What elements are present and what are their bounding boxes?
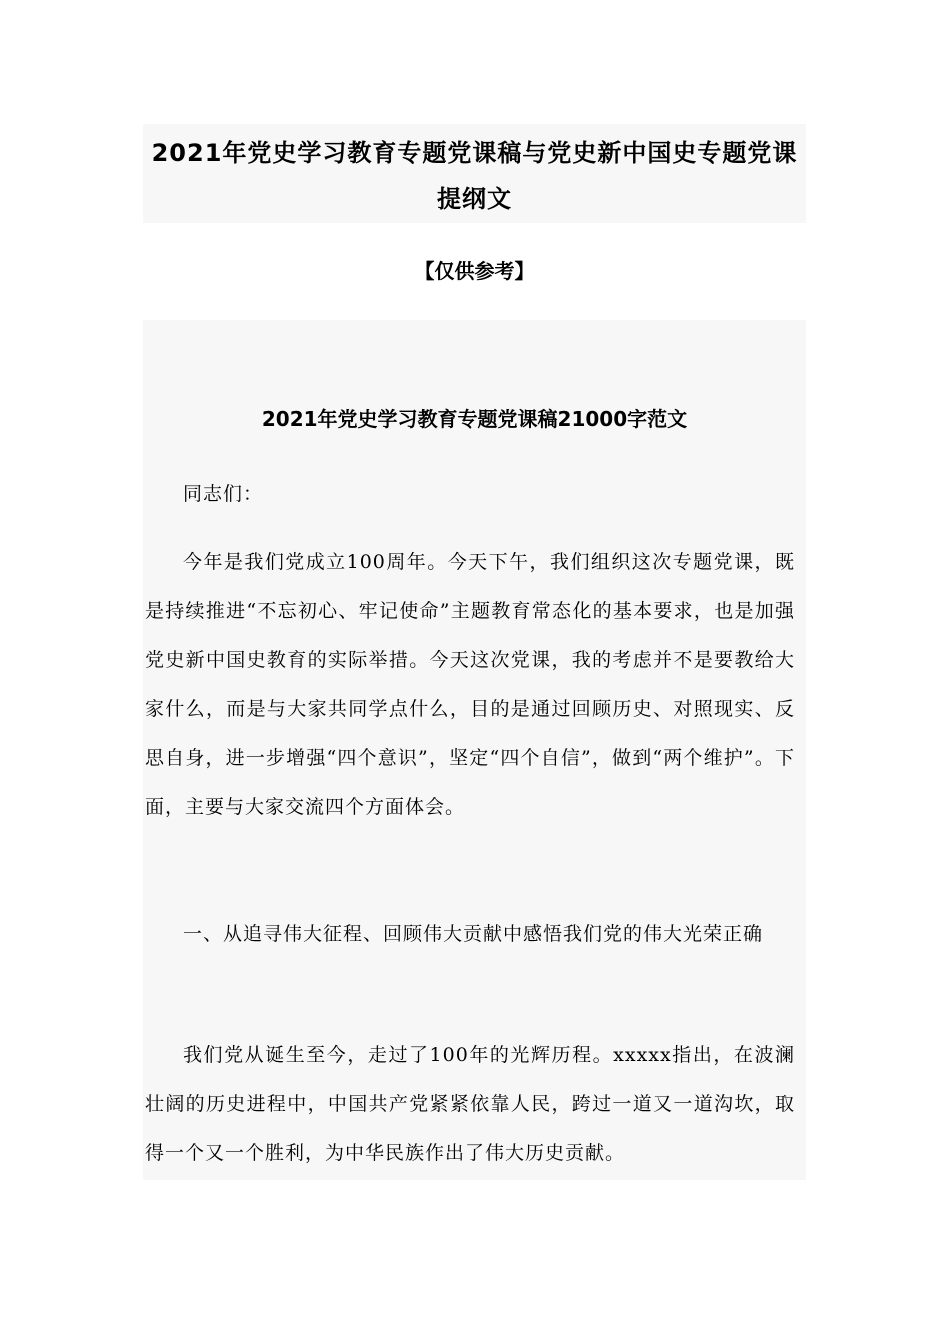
intro-paragraph: 今年是我们党成立100周年。今天下午，我们组织这次专题党课，既是持续推进“不忘初心、牢记使命”主题教育常态化的基本要求，也是加强党史新中国史教育的实际举措。今天这次党课，我的考虑并不是要教给大家什么，而是与大家共同学点什么，目的是通过回顾历史、对照现实、反思自身，进一步增强“四个意识”，坚定“四个自信”，做到“两个维护”。下面，主要与大家交流四个方面体会。 bbox=[145, 551, 795, 818]
section-title: 2021年党史学习教育专题党课稿21000字范文 bbox=[261, 407, 688, 431]
salutation: 同志们： bbox=[183, 483, 264, 505]
document-body bbox=[143, 320, 806, 1180]
reference-tag: 【仅供参考】 bbox=[414, 259, 535, 283]
document-title: 2021年党史学习教育专题党课稿与党史新中国史专题党课提纲文 bbox=[151, 139, 798, 213]
body-paragraph-1: 我们党从诞生至今，走过了100年的光辉历程。xxxxx指出，在波澜壮阔的历史进程中，中国共产党紧紧依靠人民，跨过一道又一道沟坎，取得一个又一个胜利，为中华民族作出了伟大历史贡献。 bbox=[145, 1044, 795, 1164]
section-heading-1: 一、从追寻伟大征程、回顾伟大贡献中感悟我们党的伟大光荣正确 bbox=[183, 923, 764, 945]
title-block bbox=[143, 124, 806, 223]
